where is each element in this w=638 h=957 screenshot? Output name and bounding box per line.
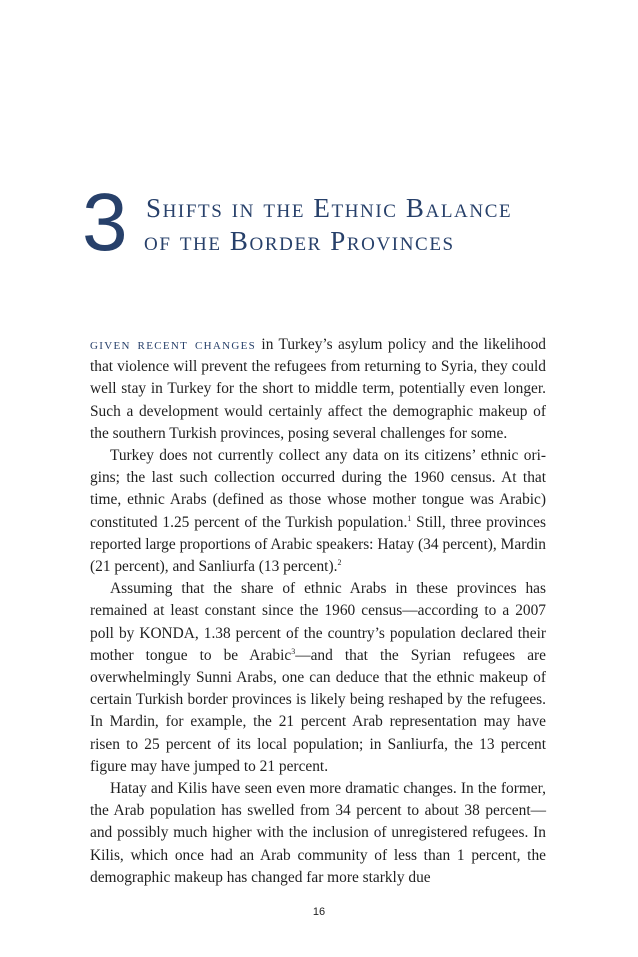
paragraph-3 [90,578,546,778]
paragraph-4 [90,778,546,889]
paragraph-3-text-a: Assuming that the share of ethnic Arabs in these provinces has remained at least constant since the 1960 census—according to a 2007 poll by KONDA, 1.38 percent of the country’s population declared their mother tongue to be Arabic [90,580,546,664]
paragraph-1-text: in Turkey’s asylum policy and the likelihood that violence will prevent the refugees from returning to Syria, they could well stay in Turkey for the short to middle term, potentially even longer. Such a development would certainly affect the demographic makeup of the southern Turkish provinces, posing several challenges for some. [90,336,546,442]
paragraph-4-text: Hatay and Kilis have seen even more dramatic changes. In the former, the Arab population has swelled from 34 percent to about 38 percent—and possibly much higher with the inclusion of unregistered refugees. In Kilis, which once had an Arab community of less than 1 percent, the demographic makeup has changed far more starkly due [90,780,546,886]
paragraph-3-text-b: —and that the Syrian refugees are overwhelmingly Sunni Arabs, one can deduce that the ethnic makeup of certain Turkish border provinces is likely being reshaped by the refugees. In Mardin, for example, the 21 percent Arab representation may have risen to 25 percent of its local population; in Sanliurfa, the 13 percent figure may have jumped to 21 percent. [90,646,546,775]
page-number: 16 [312,906,326,918]
footnote-ref-1[interactable]: 1 [407,513,412,523]
chapter-title [146,192,566,258]
paragraph-2-text-b: Still, three provinces reported large proportions of Arabic speakers: Hatay (34 percent), Mardin (21 percent), and Sanliurfa (13 percent). [90,513,546,576]
paragraph-2 [90,445,546,578]
chapter-title-line-2: of the Border Provinces [144,226,455,256]
footnote-ref-2[interactable]: 2 [337,557,342,567]
lead-in: given recent changes [90,336,257,353]
footnote-ref-3[interactable]: 3 [291,646,296,656]
paragraph-1 [90,334,546,445]
chapter-number: 3 [82,177,128,268]
paragraph-2-text-a: Turkey does not currently collect any data on its citizens’ ethnic origins; the last such collection occurred during the 1960 census. At that time, ethnic Arabs (defined as those whose mother tongue was Arabic) constituted 1.25 percent of the Turkish population. [90,447,546,531]
chapter-title-line-1: Shifts in the Ethnic Balance [146,193,513,223]
body-text [90,334,546,889]
